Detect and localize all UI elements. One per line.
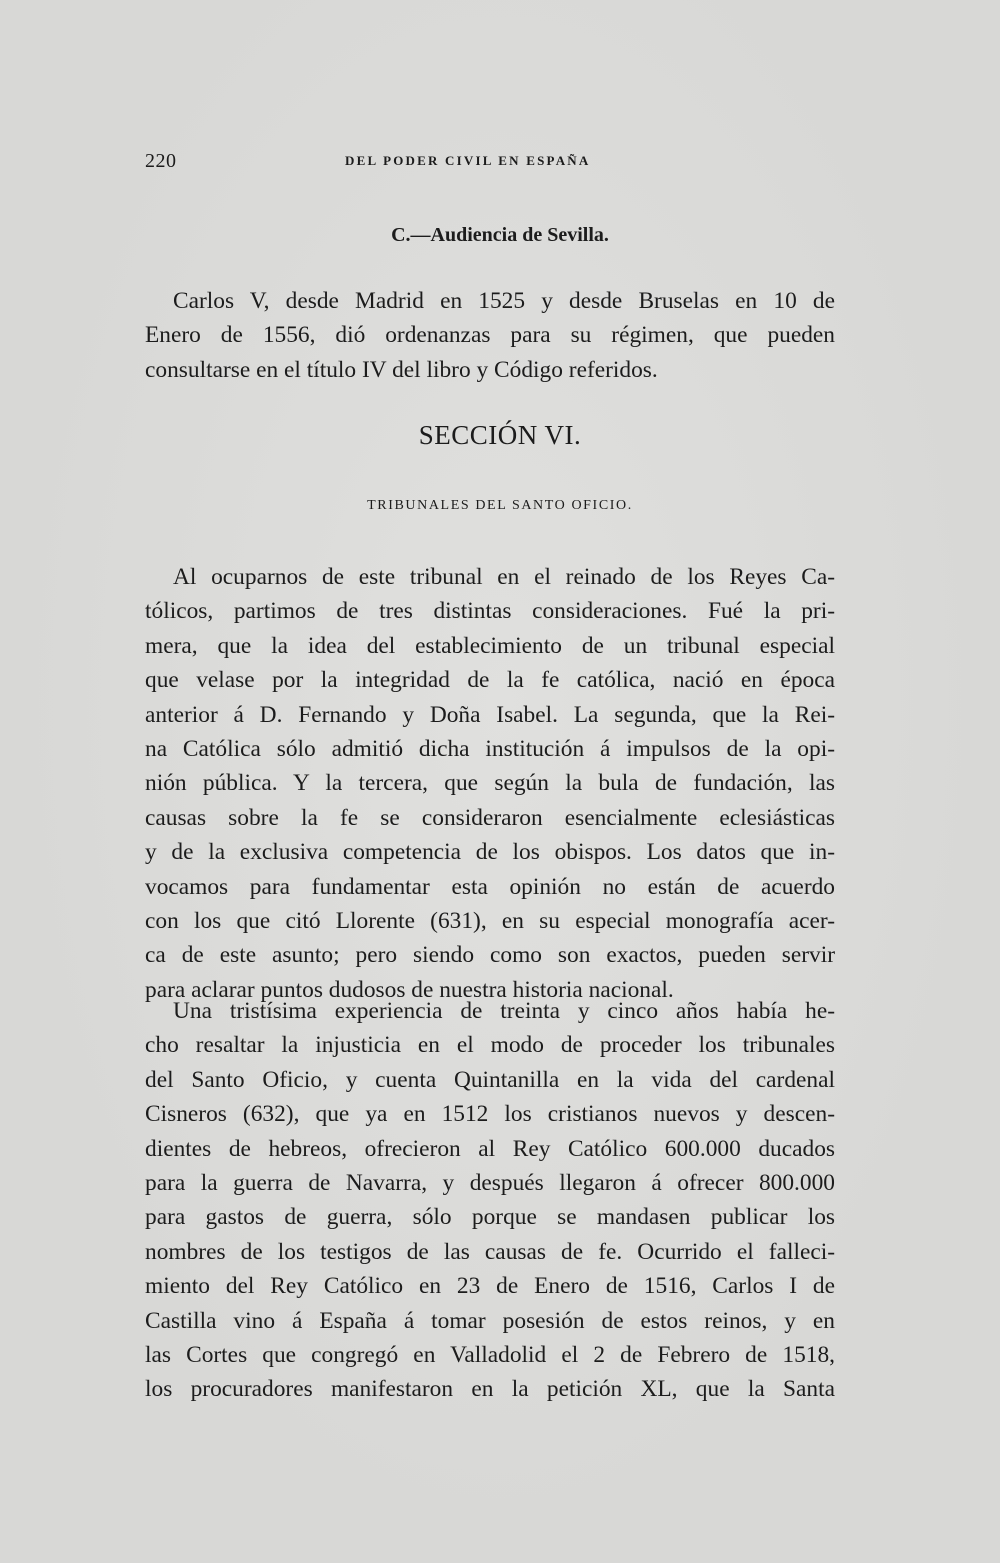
- text-line: consultarse en el título IV del libro y Código referidos.: [145, 356, 658, 383]
- text-line: miento del Rey Católico en 23 de Enero de 1516, Carlos I de: [145, 1273, 835, 1300]
- text-line: dientes de hebreos, ofrecieron al Rey Católico 600.000 ducados: [145, 1135, 835, 1162]
- running-head: [145, 150, 835, 174]
- text-line: nión pública. Y la tercera, que según la bula de fundación, las: [145, 770, 835, 797]
- text-line: Castilla vino á España á tomar posesión de estos reinos, y en: [145, 1307, 835, 1334]
- running-title: DEL PODER CIVIL EN ESPAÑA: [345, 153, 591, 168]
- text-line: Carlos V, desde Madrid en 1525 y desde Bruselas en 10 de: [173, 288, 835, 314]
- text-line: las Cortes que congregó en Valladolid el 2 de Febrero de 1518,: [145, 1341, 835, 1368]
- text-line: para aclarar puntos dudosos de nuestra historia nacional.: [145, 976, 674, 1003]
- text-line: y de la exclusiva competencia de los obispos. Los datos que in-: [145, 839, 835, 866]
- text-line: causas sobre la fe se consideraron esencialmente eclesiásticas: [145, 804, 835, 831]
- sub-heading: C.—Audiencia de Sevilla.: [391, 224, 609, 246]
- paragraph-3: [145, 994, 835, 1407]
- text-line: los procuradores manifestaron en la petición XL, que la Santa: [145, 1376, 835, 1403]
- section-title: SECCIÓN VI.: [418, 420, 582, 450]
- text-line: con los que citó Llorente (631), en su especial monografía acer-: [145, 907, 835, 934]
- text-line: para la guerra de Navarra, y después llegaron á ofrecer 800.000: [145, 1169, 835, 1196]
- text-line: que velase por la integridad de la fe católica, nació en época: [145, 667, 835, 694]
- text-line: Cisneros (632), que ya en 1512 los cristianos nuevos y descen-: [145, 1101, 835, 1128]
- text-line: anterior á D. Fernando y Doña Isabel. La segunda, que la Rei-: [145, 701, 835, 728]
- text-line: Al ocuparnos de este tribunal en el reinado de los Reyes Ca-: [173, 564, 835, 590]
- paragraph-1: [145, 284, 835, 387]
- text-line: cho resaltar la injusticia en el modo de proceder los tribunales: [145, 1032, 835, 1059]
- text-line: nombres de los testigos de las causas de fe. Ocurrido el falleci-: [145, 1238, 835, 1265]
- text-line: mera, que la idea del establecimiento de un tribunal especial: [145, 632, 835, 659]
- text-line: Una tristísima experiencia de treinta y cinco años había he-: [173, 998, 835, 1024]
- text-line: na Católica sólo admitió dicha institución á impulsos de la opi-: [145, 735, 835, 762]
- text-line: tólicos, partimos de tres distintas consideraciones. Fué la pri-: [145, 598, 835, 625]
- text-line: del Santo Oficio, y cuenta Quintanilla en la vida del cardenal: [145, 1066, 835, 1093]
- text-line: para gastos de guerra, sólo porque se mandasen publicar los: [145, 1204, 835, 1231]
- text-line: Enero de 1556, dió ordenanzas para su régimen, que pueden: [145, 322, 835, 349]
- section-subtitle: TRIBUNALES DEL SANTO OFICIO.: [367, 498, 633, 513]
- text-line: ca de este asunto; pero siendo como son exactos, pueden servir: [145, 942, 835, 969]
- paragraph-2: [145, 560, 835, 1007]
- page-number: 220: [145, 150, 177, 172]
- text-line: vocamos para fundamentar esta opinión no están de acuerdo: [145, 873, 835, 900]
